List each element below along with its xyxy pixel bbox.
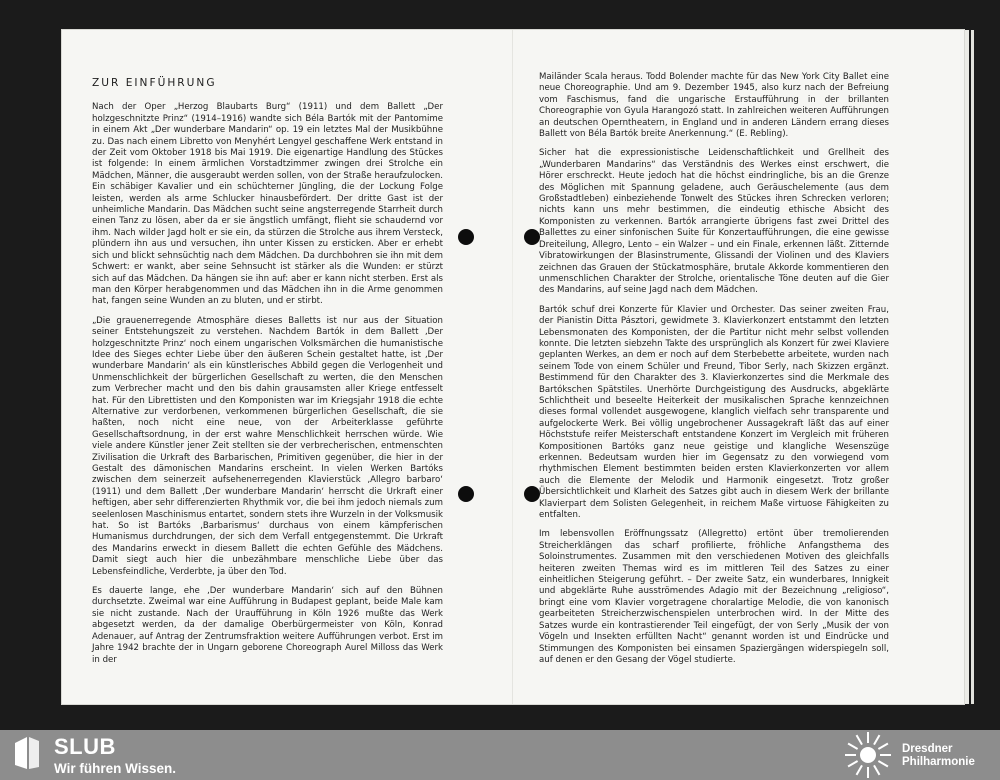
paragraph: Es dauerte lange, ehe ‚Der wunderbare Mandarin‘ sich auf den Bühnen durchsetzte. Zweimal war eine Aufführung in Budapest geplant, beide Male kam sie nicht zustande. Nach der Uraufführung in Köln 1926 mußte das Werk abgesetzt werden, da der damalige Oberbürgermeister von Köln, Konrad Adenauer, auf Antrag der Zentrumsfraktion weitere Aufführungen verbot. Erst im Jahre 1942 brachte der in Ungarn geborene Choreograph Aurel Milloss das Werk in der <box>92 586 443 665</box>
slub-logo-title[interactable]: SLUB <box>54 734 116 759</box>
paragraph: Nach der Oper „Herzog Blaubarts Burg“ (1911) und dem Ballett „Der holzgeschnitzte Prinz“ (1914–1916) wandte sich Béla Bartók mit der Pantomime in einem Akt „Der wunderbare Mandarin“ op. 19 ein letztes Mal der Musikbühne zu. Das nach einem Libretto von Menyhért Lengyel geschaffene Werk entstand in der Zeit vom Oktober 1918 bis Mai 1919. Die eigenartige Handlung des Stückes ist folgende: In einem ärmlichen Vorstadtzimmer zwingen drei Strolche ein Mädchen, Männer, die ausgeraubt werden sollen, von der Straße heraufzulocken. Ein schäbiger Kavalier und ein schüchterner Jüngling, die der Lockung Folge leisten, werden als arme Schlucker hinausbefördert. Der dritte Gast ist der unheimliche Mandarin. Das Mädchen sucht seine angsterregende Starrheit durch einen Tanz zu lösen, aber da er sie ängstlich umfängt, flieht sie schaudernd vor ihm. Nach wilder Jagd holt er sie ein, da stürzen die Strolche aus ihrem Versteck, plündern ihn aus und versuchen, ihn unter Kissen zu ersticken. Aber er erhebt sich und blickt sehnsüchtig nach dem Mädchen. Da durchbohren sie ihn mit dem Schwert: er wankt, aber seine Sehnsucht ist stärker als die Wunden: er stürzt sich auf das Mädchen. Da hängen sie ihn auf: aber er kann nicht sterben. Erst als man den Körper herabgenommen und das Mädchen ihn in die Arme genommen hat, fangen seine Wunden an zu bluten, und er stirbt. <box>92 102 443 307</box>
center-fold <box>512 30 513 704</box>
right-column <box>539 72 889 674</box>
punch-hole <box>524 486 540 502</box>
dp-line-2: Philharmonie <box>902 756 975 768</box>
page-edge <box>965 30 969 704</box>
page-edge <box>971 30 974 704</box>
paragraph: Sicher hat die expressionistische Leidenschaftlichkeit und Grellheit des „Wunderbaren Mandarins“ das Verständnis des Werkes einst erschwert, die Hörer erschreckt. Heute jedoch hat die höchst eindringliche, bis an die Grenze des Möglichen mit Spannung geladene, auch Geräuschelemente (aus dem Großstadtleben) einbeziehende Tonwelt des Stückes ihren Schrecken verloren; nichts kann uns mehr bestimmen, die eindeutig ethische Absicht des Komponisten zu verkennen. Bartók arrangierte übrigens fast zwei Drittel des Ballettes zu einer sinfonischen Suite für Konzertaufführungen, die eine gewisse Dreiteilung, Allegro, Lento – ein Walzer – und ein Finale, erkennen läßt. Zitternde Vibratowirkungen der Blasinstrumente, Glissandi der Violinen und des Klaviers zeichnen das Grauen der Stückatmosphäre, brutale Akkorde kommentieren den unmenschlichen Charakter der Strolche, orientalische Töne deuten auf die Gier des Mandarins, auf seine Jagd nach dem Mädchen. <box>539 148 889 296</box>
slub-logo-tagline: Wir führen Wissen. <box>54 761 177 776</box>
paragraph: Im lebensvollen Eröffnungssatz (Allegretto) ertönt über tremolierenden Streicherklängen das scharf profilierte, fröhliche Anfangsthema des Soloinstrumentes. Zusammen mit den verschiedenen Motiven des gleichfalls heiteren zweiten Themas wird es im mittleren Teil des Satzes zu einer einheitlichen Steigerung geführt. – Der zweite Satz, ein wunderbares, Innigkeit und abgeklärte Ruhe ausströmendes Adagio mit der Bezeichnung „religioso“, bringt eine vom Klavier vorgetragene choralartige Melodie, die von kanonisch gearbeiteten Streicherzwischenspielen unterbrochen wird. In der Mitte des Satzes wurde ein kontrastierender Teil eingefügt, der von Serly „Musik der von Vögeln und Insekten erfüllten Nacht“ genannt worden ist und Eindrücke und Stimmungen des Komponisten bei einsamen Spaziergängen widerspiegeln soll, auf denen er den Gesang der Vögel studierte. <box>539 529 889 665</box>
paragraph: Mailänder Scala heraus. Todd Bolender machte für das New York City Ballet eine neue Choreographie. Und am 9. Dezember 1945, also kurz nach der Befreiung vom Faschismus, fand die ungarische Erstaufführung in der brillanten Choreographie von Gyula Harangozó statt. In zahlreichen weiteren Aufführungen an deutschen Operntheatern, in England und in anderen Ländern errang dieses Ballett von Béla Bartók breite Anerkennung.“ (E. Rebling). <box>539 72 889 140</box>
paragraph: Bartók schuf drei Konzerte für Klavier und Orchester. Das seiner zweiten Frau, der Pianistin Ditta Pásztori, gewidmete 3. Klavierkonzert entstammt den letzten Lebensmonaten des Komponisten, der die Partitur nicht mehr selbst vollenden konnte. Die letzten siebzehn Takte des ursprünglich als Konzert für zwei Klaviere geplanten Werkes, an dem er noch auf dem Sterbebette arbeitete, wurden nach seinem Tode von einem Schüler und Freund, Tibor Serly, nach Skizzen ergänzt. Bestimmend für den Charakter des 3. Klavierkonzertes sind die Merkmale des Bartókschen Spätstiles. Unerhörte Durchgeistigung des Ausdrucks, abgeklärte Schlichtheit und beseelte Heiterkeit der musikalischen Sprache kennzeichnen dieses formal vollendet ausgewogene, klanglich vielfach sehr transparente und aufgelockerte Werk. Bei völlig ungebrochener Aussagekraft läßt das auf einer Höchststufe reifer Meisterschaft entstandene Konzert im Vergleich mit früheren Kompositionen Bartóks ganz neue geistige und klangliche Wesenszüge erkennen. Bedeutsam wurden hier im Gegensatz zu den vorwiegend vom rhythmischen Element bestimmten beiden ersten Klavierkonzerten vor allem auch die Elemente der Melodik und Harmonik eingesetzt. Trotz großer Übersichtlichkeit und Klarheit des Satzes gibt auch in diesem Werk der brillante Klavierpart dem Solisten Gelegenheit, in reichem Maße virtuose Fähigkeiten zu entfalten. <box>539 304 889 521</box>
punch-hole <box>458 486 474 502</box>
slub-logo-icon[interactable] <box>13 735 41 771</box>
paragraph: „Die grauenerregende Atmosphäre dieses Balletts ist nur aus der Situation seiner Entstehungszeit zu verstehen. Nachdem Bartók in dem Ballett ‚Der holzgeschnitzte Prinz‘ noch einem ungarischen Volksmärchen die humanistische Idee des Sieges echter Liebe über den äußeren Schein gestaltet hatte, ist ‚Der wunderbare Mandarin‘ als ein künstlerisches Abbild gegen die Verlogenheit und Unmenschlichkeit der bürgerlichen Gesellschaft zu werten, die den Menschen zum Verbrecher macht und den bis dahin grausamsten aller Kriege entfesselt hat. Für den Librettisten und den Komponisten war im Kriegsjahr 1918 die echte Alternative zur verdorbenen, verkommenen bürgerlichen Gesellschaft, die sie haßten, noch nicht eine neue, von der Arbeiterklasse geführte Gesellschaftsordnung, in der erst wahre Menschlichkeit herrschen würde. Wie viele andere Künstler jener Zeit stellten sie der verbrecherischen, entmenschten Zivilisation die Urkraft des Barbarischen, Primitiven gegenüber, die hier in der Gestalt des dämonischen Mandarins erscheint. In vielen Werken Bartóks zwischen dem seinerzeit aufsehenerregenden Klavierstück ‚Allegro barbaro‘ (1911) und dem Ballett ‚Der wunderbare Mandarin‘ herrscht die Urkraft einer heftigen, aber sehr differenzierten Rhythmik vor, die bei ihm jedoch niemals zum seelenlosen Maschinismus entartet, sondern stets ihre Wurzeln in der Volksmusik hat. So ist Bartóks ‚Barbarismus‘ durchaus von einem kämpferischen Humanismus durchdrungen, der sich dem Verfall entgegenstemmt. Die Urkraft des Mandarins erweckt in diesem Ballett die echten Gefühle des Mädchens. Damit siegt auch hier die unbezähmbare menschliche Liebe über das Lebensfeindliche, Verderbte, ja über den Tod. <box>92 315 443 577</box>
punch-hole <box>458 229 474 245</box>
left-column <box>92 78 443 674</box>
dresdner-philharmonie-logo-text[interactable] <box>902 743 975 769</box>
dp-line-1: Dresdner <box>902 743 953 755</box>
section-heading: ZUR EINFÜHRUNG <box>92 77 217 89</box>
punch-hole <box>524 229 540 245</box>
dresdner-philharmonie-logo-icon[interactable] <box>843 731 893 779</box>
